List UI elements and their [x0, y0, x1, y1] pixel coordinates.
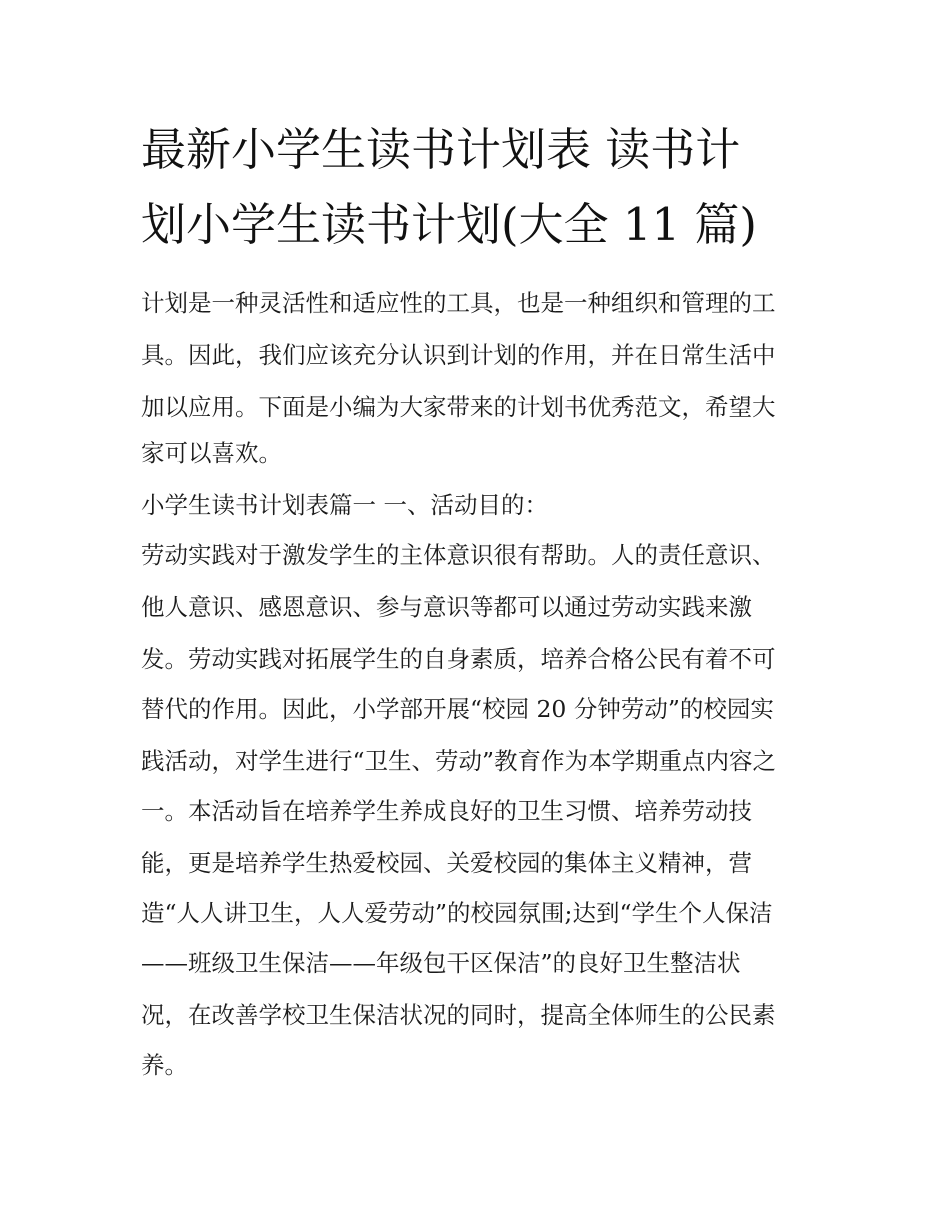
intro-line: 家可以喜欢。	[141, 439, 282, 467]
body-line: 劳动实践对于激发学生的主体意识很有帮助。人的责任意识、	[141, 541, 776, 569]
intro-line: 具。因此，我们应该充分认识到计划的作用，并在日常生活中	[141, 341, 776, 369]
title-line: 最新小学生读书计划表 读书计	[141, 123, 741, 176]
body-line: 践活动，对学生进行“卫生、劳动”教育作为本学期重点内容之	[141, 747, 777, 775]
body-line: 能，更是培养学生热爱校园、关爱校园的集体主义精神，营	[141, 849, 752, 877]
body-line: 养。	[141, 1051, 188, 1079]
intro-line: 计划是一种灵活性和适应性的工具，也是一种组织和管理的工	[141, 289, 776, 317]
body-line: 他人意识、感恩意识、参与意识等都可以通过劳动实践来激	[141, 593, 752, 621]
document-title	[141, 112, 821, 262]
title-line: 划小学生读书计划(大全 11 篇)	[141, 198, 757, 251]
intro-line: 加以应用。下面是小编为大家带来的计划书优秀范文，希望大	[141, 393, 776, 421]
section-heading: 小学生读书计划表篇一 一、活动目的：	[141, 491, 548, 519]
body-line: ——班级卫生保洁——年级包干区保洁”的良好卫生整洁状	[141, 949, 741, 977]
body-line: 造“人人讲卫生，人人爱劳动”的校园氛围;达到“学生个人保洁	[141, 899, 773, 927]
body-line: 发。劳动实践对拓展学生的自身素质，培养合格公民有着不可	[141, 645, 776, 673]
body-line: 替代的作用。因此，小学部开展“校园 20 分钟劳动”的校园实	[141, 695, 774, 723]
body-line: 况，在改善学校卫生保洁状况的同时，提高全体师生的公民素	[141, 1001, 776, 1029]
body-line: 一。本活动旨在培养学生养成良好的卫生习惯、培养劳动技	[141, 797, 752, 825]
